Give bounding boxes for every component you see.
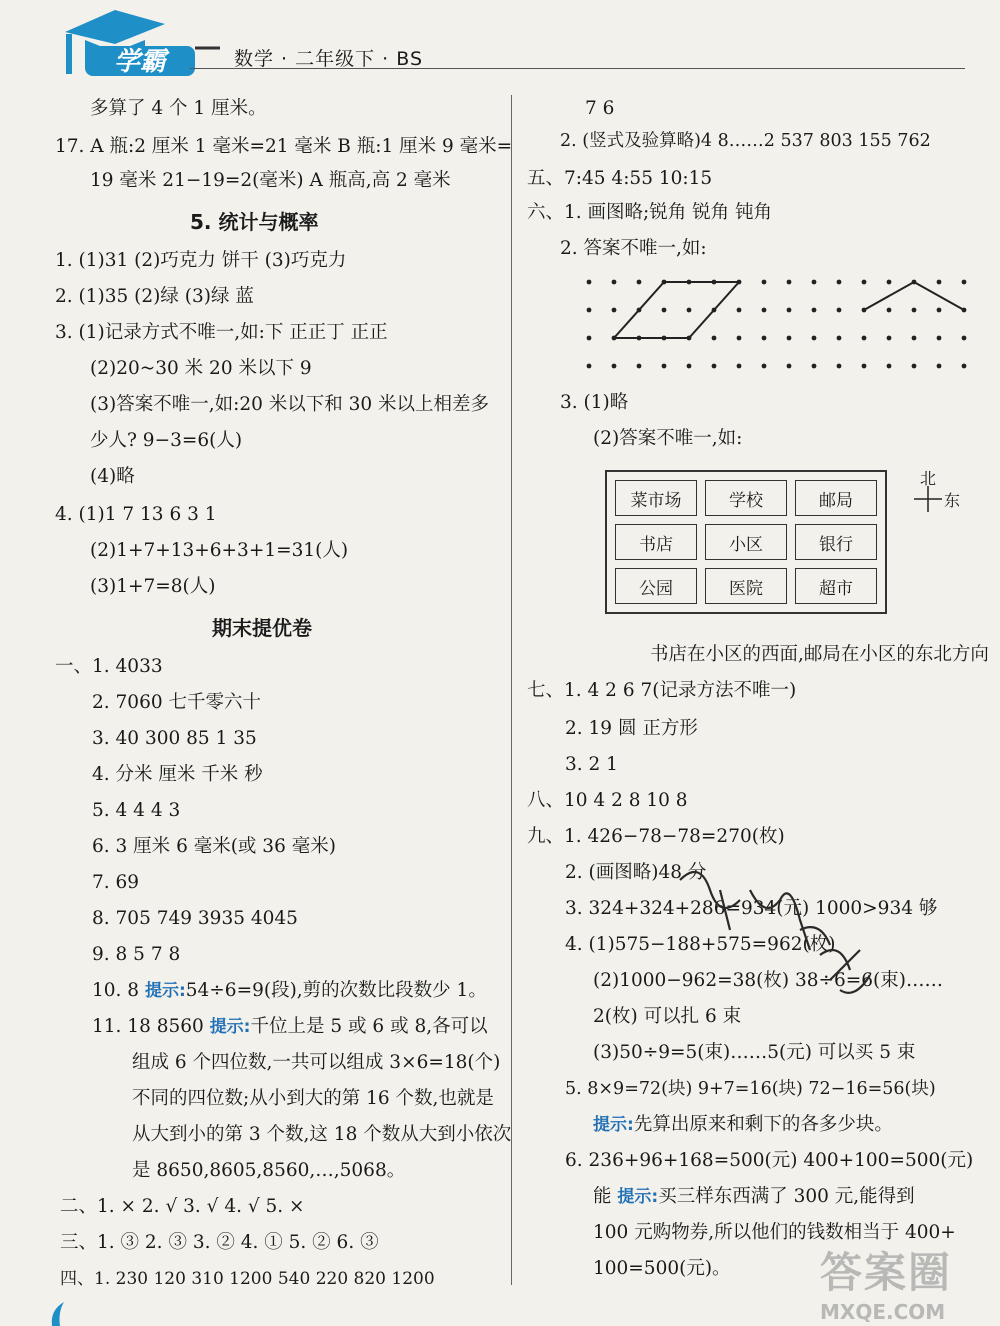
answer-line: 多算了 4 个 1 厘米。 [90,98,267,119]
grid-dot [587,364,592,369]
answer-line: 4. (1)1 7 13 6 3 1 [55,504,217,525]
answer-line: (2)1000−962=38(枚) 38÷6=6(束)…… [593,970,943,991]
map-cell: 小区 [705,524,787,560]
grid-dot [912,308,917,313]
answer-line: 4. 分米 厘米 千米 秒 [92,764,263,785]
answer-line: 一、1. 4033 [55,656,163,677]
answer-line: 少人? 9−3=6(人) [90,430,243,451]
answer-line: (2)1+7+13+6+3+1=31(人) [90,540,349,561]
map-cell: 银行 [795,524,877,560]
grid-dot [662,308,667,313]
grid-dot [837,308,842,313]
answer-line-with-hint [92,1014,488,1040]
grid-dot [937,308,942,313]
grid-dot [762,308,767,313]
hint-text: 先算出原来和剩下的各多少块。 [633,1114,893,1135]
grid-dot [612,364,617,369]
grid-dot [637,364,642,369]
grid-dot [887,308,892,313]
answer-line: 2. 7060 七千零六十 [92,692,261,713]
answer-line: (3)答案不唯一,如:20 米以下和 30 米以上相差多 [90,394,490,415]
column-divider [511,95,512,1285]
answer-line: 九、1. 426−78−78=270(枚) [527,826,785,847]
answer-line: 2. (1)35 (2)绿 (3)绿 蓝 [55,286,254,307]
grid-dot [937,280,942,285]
answer-line-with-hint [593,1184,915,1210]
grid-dot [837,280,842,285]
grid-dot [687,308,692,313]
section-title: 期末提优卷 [212,616,312,640]
header-rule [190,68,965,69]
grid-dot [712,336,717,341]
grid-dot [787,308,792,313]
grid-dot [762,336,767,341]
map-cell: 书店 [615,524,697,560]
map-cell: 邮局 [795,480,877,516]
answer-line: 四、1. 230 120 310 1200 540 220 820 1200 [60,1269,435,1289]
answer-line-with-hint [593,1112,893,1138]
answer-line: 5. 8×9=72(块) 9+7=16(块) 72−16=56(块) [565,1079,936,1099]
grid-dot [737,364,742,369]
handwritten-scribble [670,860,890,1020]
answer-line: 二、1. × 2. √ 3. √ 4. √ 5. × [60,1196,305,1217]
answer-line: (2)20~30 米 20 米以下 9 [90,358,312,379]
map-cell: 菜市场 [615,480,697,516]
svg-text:学霸: 学霸 [113,47,167,77]
grid-dot [912,336,917,341]
hint-text: 买三样东西满了 300 元,能得到 [658,1186,915,1207]
map-grid [605,470,887,614]
hint-label: 提示: [593,1115,634,1135]
header-title: 数学 · 二年级下 · BS [234,48,423,70]
answer-line: 八、10 4 2 8 10 8 [527,790,688,811]
answer-line: 100=500(元)。 [593,1258,731,1279]
answer-line: 7 6 [585,98,615,119]
answer-text: 10. 8 [92,980,145,1001]
answer-line: 2. 19 圆 正方形 [565,718,698,739]
hint-text: 千位上是 5 或 6 或 8,各可以 [250,1016,488,1037]
answer-line: 6. 236+96+168=500(元) 400+100=500(元) [565,1150,974,1171]
answer-line: 组成 6 个四位数,一共可以组成 3×6=18(个) [132,1052,501,1073]
graduation-cap-logo-icon [55,2,225,82]
grid-dot [812,280,817,285]
grid-dot [637,280,642,285]
answer-line: 1. (1)31 (2)巧克力 饼干 (3)巧克力 [55,250,347,271]
answer-line: 8. 705 749 3935 4045 [92,908,298,929]
answer-line: 3. 40 300 85 1 35 [92,728,257,749]
answer-line: 100 元购物券,所以他们的钱数相当于 400+ [593,1222,956,1243]
compass-east-label: 东 [944,491,961,510]
answer-line: 4. (1)575−188+575=962(枚) [565,934,836,955]
answer-line: 3. 2 1 [565,754,618,775]
compass [912,466,972,516]
grid-dot [687,364,692,369]
grid-dot [887,364,892,369]
grid-dot [787,280,792,285]
answer-line: 5. 4 4 4 3 [92,800,181,821]
map-cell: 学校 [705,480,787,516]
grid-dot [737,336,742,341]
answer-line: (4)略 [90,466,135,487]
compass-cross-icon [912,486,944,512]
grid-dot [812,336,817,341]
answer-line: 3. (1)略 [560,392,629,413]
answer-line: 六、1. 画图略;锐角 锐角 钝角 [527,202,773,223]
grid-dot [862,364,867,369]
grid-dot [662,364,667,369]
grid-dot [912,364,917,369]
answer-line: 6. 3 厘米 6 毫米(或 36 毫米) [92,836,336,857]
map-cell: 医院 [705,568,787,604]
grid-dot [762,364,767,369]
hint-label: 提示: [617,1187,659,1207]
answer-line: 从大到小的第 3 个数,这 18 个数从大到小依次 [132,1124,512,1145]
hint-label: 提示: [209,1017,251,1037]
grid-dot [612,280,617,285]
answer-line: 17. A 瓶:2 厘米 1 毫米=21 毫米 B 瓶:1 厘米 9 毫米= [55,136,513,157]
grid-dot [762,280,767,285]
answer-text: 11. 18 8560 [92,1016,210,1037]
grid-dot [712,364,717,369]
compass-north-label: 北 [920,469,937,488]
answer-line: 七、1. 4 2 6 7(记录方法不唯一) [527,680,797,701]
answer-line-with-hint [92,978,487,1004]
grid-dot [937,336,942,341]
answer-line: 2. 答案不唯一,如: [560,238,707,259]
grid-dot [812,308,817,313]
map-cell: 公园 [615,568,697,604]
answer-line: 9. 8 5 7 8 [92,944,181,965]
grid-dot [587,280,592,285]
grid-dot [837,336,842,341]
answer-line: 2(枚) 可以扎 6 束 [593,1006,742,1027]
answer-text: 能 [593,1186,618,1207]
grid-dot [787,364,792,369]
answer-line: (2)答案不唯一,如: [593,428,743,449]
answer-line: (3)50÷9=5(束)……5(元) 可以买 5 束 [593,1042,916,1063]
answer-line: 不同的四位数;从小到大的第 16 个数,也就是 [132,1088,494,1109]
grid-dot [612,308,617,313]
grid-dot [937,364,942,369]
grid-dot [887,336,892,341]
answer-line: 3. (1)记录方式不唯一,如:下 正正丁 正正 [55,322,388,343]
grid-dot [887,280,892,285]
corner-decoration-icon [48,1300,68,1326]
answer-line: 7. 69 [92,872,140,893]
answer-line: 2. (竖式及验算略)4 8……2 537 803 155 762 [560,131,931,151]
answer-line: 是 8650,8605,8560,…,5068。 [132,1160,406,1181]
grid-dot [962,280,967,285]
grid-dot [787,336,792,341]
grid-dot [862,280,867,285]
answer-line: 3. 324+324+286=934(元) 1000>934 够 [565,898,938,919]
hint-label: 提示: [144,981,186,1001]
answer-line: 书店在小区的西面,邮局在小区的东北方向 [650,644,989,665]
grid-dot [862,336,867,341]
grid-dot [962,336,967,341]
location-map [605,470,887,614]
answer-line: (3)1+7=8(人) [90,576,216,597]
section-title: 5. 统计与概率 [190,210,319,234]
dot-grid-figure [575,272,975,372]
answer-line: 19 毫米 21−19=2(毫米) A 瓶高,高 2 毫米 [90,170,451,191]
watermark-logo: 答案圈 MXQE.COM [820,1248,953,1324]
answer-line: 2. (画图略)48 分 [565,862,707,883]
grid-dot [812,364,817,369]
hint-text: 54÷6=9(段),剪的次数比段数少 1。 [185,980,487,1001]
grid-dot [837,364,842,369]
grid-dot [587,308,592,313]
answer-line: 三、1. ③ 2. ③ 3. ② 4. ① 5. ② 6. ③ [60,1232,379,1253]
grid-dot [962,364,967,369]
grid-dot [737,308,742,313]
map-cell: 超市 [795,568,877,604]
parallelogram-shape [614,282,739,338]
angle-shape [864,282,964,310]
grid-dot [587,336,592,341]
answer-line: 五、7:45 4:55 10:15 [527,168,713,189]
